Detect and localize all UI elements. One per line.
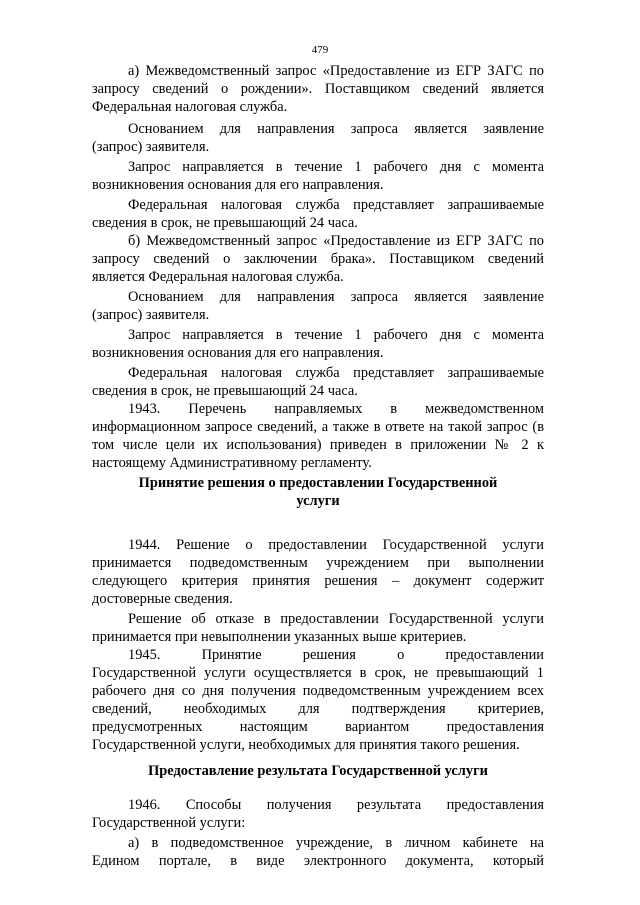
- paragraph-line: настоящему Административному регламенту.: [92, 455, 372, 471]
- paragraph-line: Федеральная налоговая служба представляет запрашиваемые: [128, 197, 544, 213]
- paragraph-line: запросу сведений о заключении брака». Поставщиком сведений: [92, 251, 544, 267]
- paragraph-line: сведения в срок, не превышающий 24 часа.: [92, 215, 358, 231]
- paragraph-line: возникновения основания для его направления.: [92, 345, 384, 361]
- paragraph-line: информационном запросе сведений, а также в ответе на такой запрос (в: [92, 419, 544, 435]
- paragraph-line: принимается при невыполнении указанных выше критериев.: [92, 629, 467, 645]
- paragraph-line: Федеральная налоговая служба.: [92, 99, 288, 115]
- paragraph-line: Федеральная налоговая служба представляет запрашиваемые: [128, 365, 544, 381]
- paragraph-line: (запрос) заявителя.: [92, 307, 210, 323]
- paragraph-line: является Федеральная налоговая служба.: [92, 269, 344, 285]
- paragraph-line: следующего критерия принятия решения – документ содержит: [92, 573, 544, 589]
- paragraph-line: 1943. Перечень направляемых в межведомственном: [128, 401, 544, 417]
- paragraph-line: б) Межведомственный запрос «Предоставление из ЕГР ЗАГС по: [128, 233, 544, 249]
- paragraph-line: Едином портале, в виде электронного документа, который: [92, 853, 544, 869]
- paragraph-line: (запрос) заявителя.: [92, 139, 210, 155]
- paragraph-line: 1944. Решение о предоставлении Государственной услуги: [128, 537, 544, 553]
- paragraph-line: сведения в срок, не превышающий 24 часа.: [92, 383, 358, 399]
- paragraph-line: предусмотренных настоящим вариантом предоставления: [92, 719, 544, 735]
- section-heading-decision-line1: Принятие решения о предоставлении Государственной: [138, 475, 498, 491]
- section-heading-decision: [92, 474, 544, 492]
- section-heading-decision-line2: услуги: [296, 493, 340, 509]
- page-number: 479: [311, 44, 329, 56]
- paragraph-line: запросу сведений о рождении». Поставщиком сведений является: [92, 81, 544, 97]
- section-heading-result: Предоставление результата Государственной услуги: [148, 763, 488, 779]
- paragraph-line: 1946. Способы получения результата предоставления: [128, 797, 544, 813]
- paragraph-line: 1945. Принятие решения о предоставлении: [128, 647, 544, 663]
- paragraph-line: Основанием для направления запроса является заявление: [128, 289, 544, 305]
- paragraph-line: Основанием для направления запроса является заявление: [128, 121, 544, 137]
- paragraph-line: а) в подведомственное учреждение, в личном кабинете на: [128, 835, 544, 851]
- paragraph-line: рабочего дня со дня получения подведомственным учреждением всех: [92, 683, 544, 699]
- paragraph-line: Государственной услуги, необходимых для принятия такого решения.: [92, 737, 520, 753]
- paragraph-line: достоверные сведения.: [92, 591, 233, 607]
- paragraph-line: Решение об отказе в предоставлении Государственной услуги: [128, 611, 544, 627]
- section-heading-decision-line2-wrap: [92, 492, 544, 510]
- paragraph-line: а) Межведомственный запрос «Предоставление из ЕГР ЗАГС по: [128, 63, 544, 79]
- paragraph-line: Запрос направляется в течение 1 рабочего дня с момента: [128, 159, 544, 175]
- paragraph-line: Запрос направляется в течение 1 рабочего дня с момента: [128, 327, 544, 343]
- paragraph-line: Государственной услуги осуществляется в срок, не превышающий 1: [92, 665, 544, 681]
- paragraph-line: принимается подведомственным учреждением при выполнении: [92, 555, 544, 571]
- paragraph-line: сведений, необходимых для подтверждения критериев,: [92, 701, 544, 717]
- paragraph-line: возникновения основания для его направления.: [92, 177, 384, 193]
- paragraph-line: том числе цели их использования) приведен в приложении № 2 к: [92, 437, 544, 453]
- paragraph-line: Государственной услуги:: [92, 815, 246, 831]
